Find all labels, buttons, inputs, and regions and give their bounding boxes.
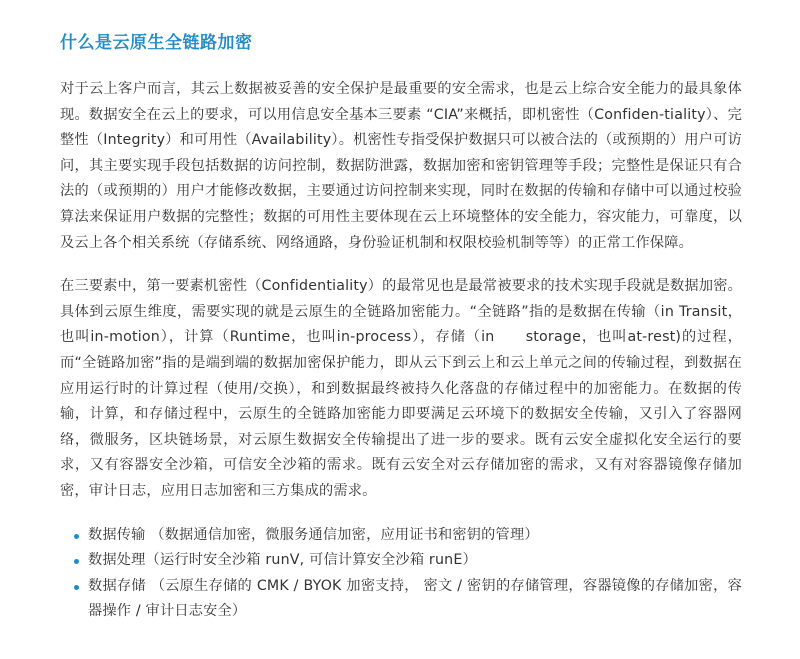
requirements-bullet-list <box>60 523 742 625</box>
bullet-item-data-transfer <box>60 523 742 549</box>
bullet-dot-icon <box>74 559 79 564</box>
bullet-text: 数据传输 （数据通信加密，微服务通信加密，应用证书和密钥的管理） <box>88 526 539 543</box>
bullet-item-data-storage <box>60 574 742 625</box>
bullet-dot-icon <box>74 585 79 590</box>
bullet-text: 数据处理（运行时安全沙箱 runV, 可信计算安全沙箱 runE） <box>88 552 477 569</box>
paragraph-cia-overview: 对于云上客户而言，其云上数据被妥善的安全保护是最重要的安全需求，也是云上综合安全能力的最具象体现。数据安全在云上的要求，可以用信息安全基本三要素 “CIA”来概括，即机密性（Confiden-tiality）、完整性（Integrity）和可用性（Availability）。机密性专指受保护数据只可以被合法的（或预期的）用户可访问，其主要实现手段包括数据的访问控制，数据防泄露，数据加密和密钥管理等手段；完整性是保证只有合法的（或预期的）用户才能修改数据，主要通过访问控制来实现，同时在数据的传输和存储中可以通过校验算法来保证用户数据的完整性；数据的可用性主要体现在云上环境整体的安全能力，容灾能力，可靠度，以及云上各个相关系统（存储系统、网络通路，身份验证机制和权限校验机制等等）的正常工作保障。 <box>60 81 742 251</box>
bullet-item-data-processing <box>60 548 742 574</box>
bullet-dot-icon <box>74 534 79 539</box>
bullet-text: 数据存储 （云原生存储的 CMK / BYOK 加密支持， 密文 / 密钥的存储管理，容器镜像的存储加密，容器操作 / 审计日志安全） <box>88 577 742 620</box>
section-title: 什么是云原生全链路加密 <box>60 33 253 53</box>
paragraph-full-link-encryption: 在三要素中，第一要素机密性（Confidentiality）的最常见也是最常被要求的技术实现手段就是数据加密。具体到云原生维度，需要实现的就是云原生的全链路加密能力。“全链路”指的是数据在传输（in Transit，也叫in-motion），计算（Runtime，也叫in-process），存储（in storage，也叫at-rest)的过程，而“全链路加密”指的是端到端的数据加密保护能力，即从云下到云上和云上单元之间的传输过程，到数据在应用运行时的计算过程（使用/交换），和到数据最终被持久化落盘的存储过程中的加密能力。在数据的传输，计算，和存储过程中，云原生的全链路加密能力即要满足云环境下的数据安全传输，又引入了容器网络，微服务，区块链场景，对云原生数据安全传输提出了进一步的要求。既有云安全虚拟化安全运行的要求，又有容器安全沙箱，可信安全沙箱的需求。既有云安全对云存储加密的需求，又有对容器镜像存储加密，审计日志，应用日志加密和三方集成的需求。 <box>60 278 742 499</box>
